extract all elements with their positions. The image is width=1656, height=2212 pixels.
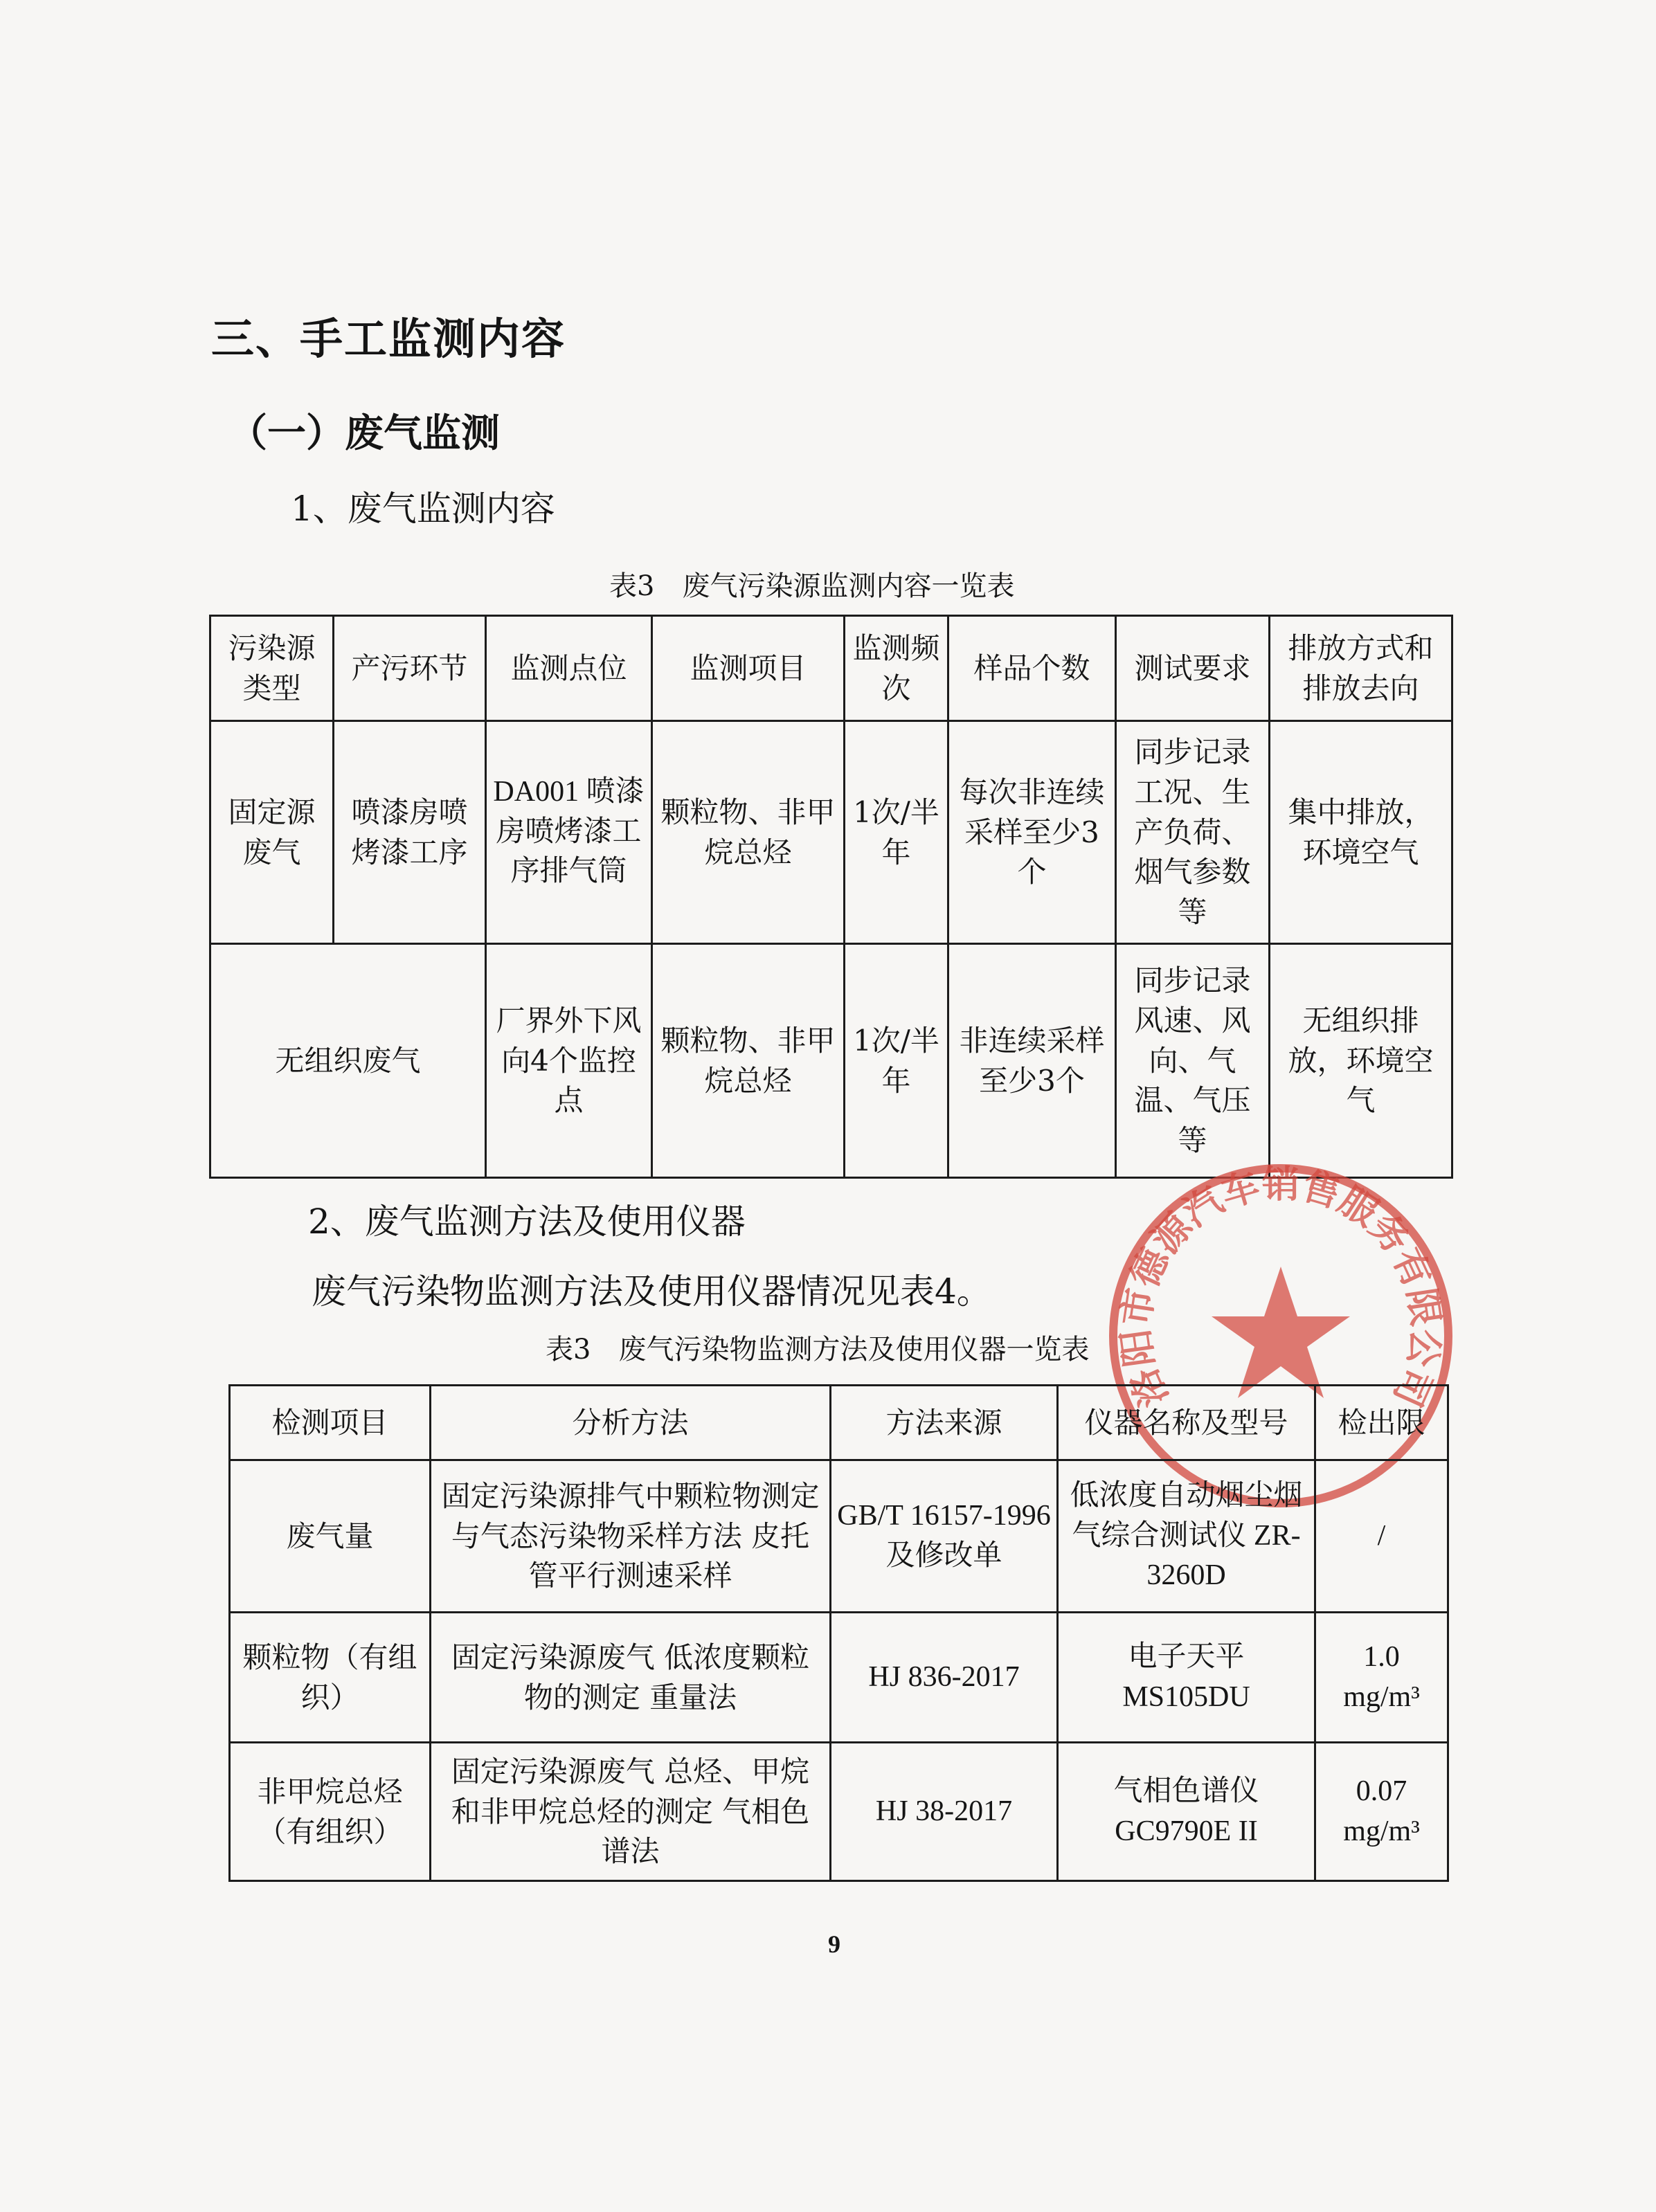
seal-star-icon <box>1212 1267 1350 1398</box>
table2-cell: 低浓度自动烟尘烟气综合测试仪 ZR-3260D <box>1058 1460 1315 1613</box>
table1-cell: 1次/半年 <box>845 944 948 1178</box>
table1-header-cell: 监测项目 <box>652 616 845 721</box>
table-row <box>230 1460 1448 1613</box>
table1-cell: 每次非连续采样至少3个 <box>948 721 1116 944</box>
table1-header-cell: 样品个数 <box>948 616 1116 721</box>
table2-header-cell: 检测项目 <box>230 1386 431 1460</box>
table2-cell: 颗粒物（有组织） <box>230 1613 431 1743</box>
table1-header-cell: 产污环节 <box>334 616 486 721</box>
table2-caption: 表3 废气污染物监测方法及使用仪器一览表 <box>546 1334 1090 1366</box>
table2-header-cell: 方法来源 <box>831 1386 1058 1460</box>
table2-cell: / <box>1315 1460 1448 1613</box>
table2-header-cell: 检出限 <box>1315 1386 1448 1460</box>
table-row <box>210 944 1452 1178</box>
table2-cell: 固定污染源废气 低浓度颗粒物的测定 重量法 <box>431 1613 831 1743</box>
table-row <box>230 1743 1448 1881</box>
table2-header-cell: 仪器名称及型号 <box>1058 1386 1315 1460</box>
table2-cell: 1.0 mg/m³ <box>1315 1613 1448 1743</box>
table2-cell: HJ 836-2017 <box>831 1613 1058 1743</box>
table1-caption: 表3 废气污染源监测内容一览表 <box>609 570 1015 602</box>
methods-instruments-table <box>228 1384 1449 1882</box>
table1-header-cell: 污染源类型 <box>210 616 334 721</box>
table2-header-cell: 分析方法 <box>431 1386 831 1460</box>
table1-cell: 集中排放，环境空气 <box>1270 721 1452 944</box>
table1-cell: 厂界外下风向4个监控点 <box>486 944 652 1178</box>
table2-cell: 固定污染源排气中颗粒物测定与气态污染物采样方法 皮托管平行测速采样 <box>431 1460 831 1613</box>
table1-header-cell: 测试要求 <box>1116 616 1270 721</box>
table1-cell: 无组织废气 <box>210 944 486 1178</box>
section-heading: 三、手工监测内容 <box>211 314 566 364</box>
intro-paragraph: 废气污染物监测方法及使用仪器情况见表4。 <box>312 1271 991 1312</box>
table1-cell: 同步记录风速、风向、气温、气压等 <box>1116 944 1270 1178</box>
table1-header-cell: 排放方式和排放去向 <box>1270 616 1452 721</box>
table1-cell: 颗粒物、非甲烷总烃 <box>652 721 845 944</box>
table-row <box>230 1613 1448 1743</box>
table1-header-cell: 监测频次 <box>845 616 948 721</box>
table1-cell: 颗粒物、非甲烷总烃 <box>652 944 845 1178</box>
item1-heading: 1、废气监测内容 <box>291 489 555 529</box>
table1-cell: 1次/半年 <box>845 721 948 944</box>
table2-cell: 气相色谱仪 GC9790E II <box>1058 1743 1315 1881</box>
table1-cell: 无组织排放，环境空气 <box>1270 944 1452 1178</box>
monitoring-content-table <box>209 615 1453 1179</box>
table1-cell: 非连续采样至少3个 <box>948 944 1116 1178</box>
table2-cell: HJ 38-2017 <box>831 1743 1058 1881</box>
table2-cell: 固定污染源废气 总烃、甲烷和非甲烷总烃的测定 气相色谱法 <box>431 1743 831 1881</box>
table2-cell: 电子天平 MS105DU <box>1058 1613 1315 1743</box>
seal-text: 洛阳市德源汽车销售服务有限公司 <box>1113 1162 1448 1413</box>
item2-heading: 2、废气监测方法及使用仪器 <box>308 1202 746 1242</box>
table1-cell: 固定源废气 <box>210 721 334 944</box>
page-number: 9 <box>828 1930 840 1958</box>
table2-cell: 废气量 <box>230 1460 431 1613</box>
table1-cell: 喷漆房喷烤漆工序 <box>334 721 486 944</box>
table-row <box>210 721 1452 944</box>
table1-cell: DA001 喷漆房喷烤漆工序排气筒 <box>486 721 652 944</box>
table2-cell: GB/T 16157-1996 及修改单 <box>831 1460 1058 1613</box>
table2-cell: 非甲烷总烃（有组织） <box>230 1743 431 1881</box>
subsection-heading: （一）废气监测 <box>228 410 500 456</box>
table2-cell: 0.07 mg/m³ <box>1315 1743 1448 1881</box>
table1-cell: 同步记录工况、生产负荷、烟气参数等 <box>1116 721 1270 944</box>
table1-header-cell: 监测点位 <box>486 616 652 721</box>
